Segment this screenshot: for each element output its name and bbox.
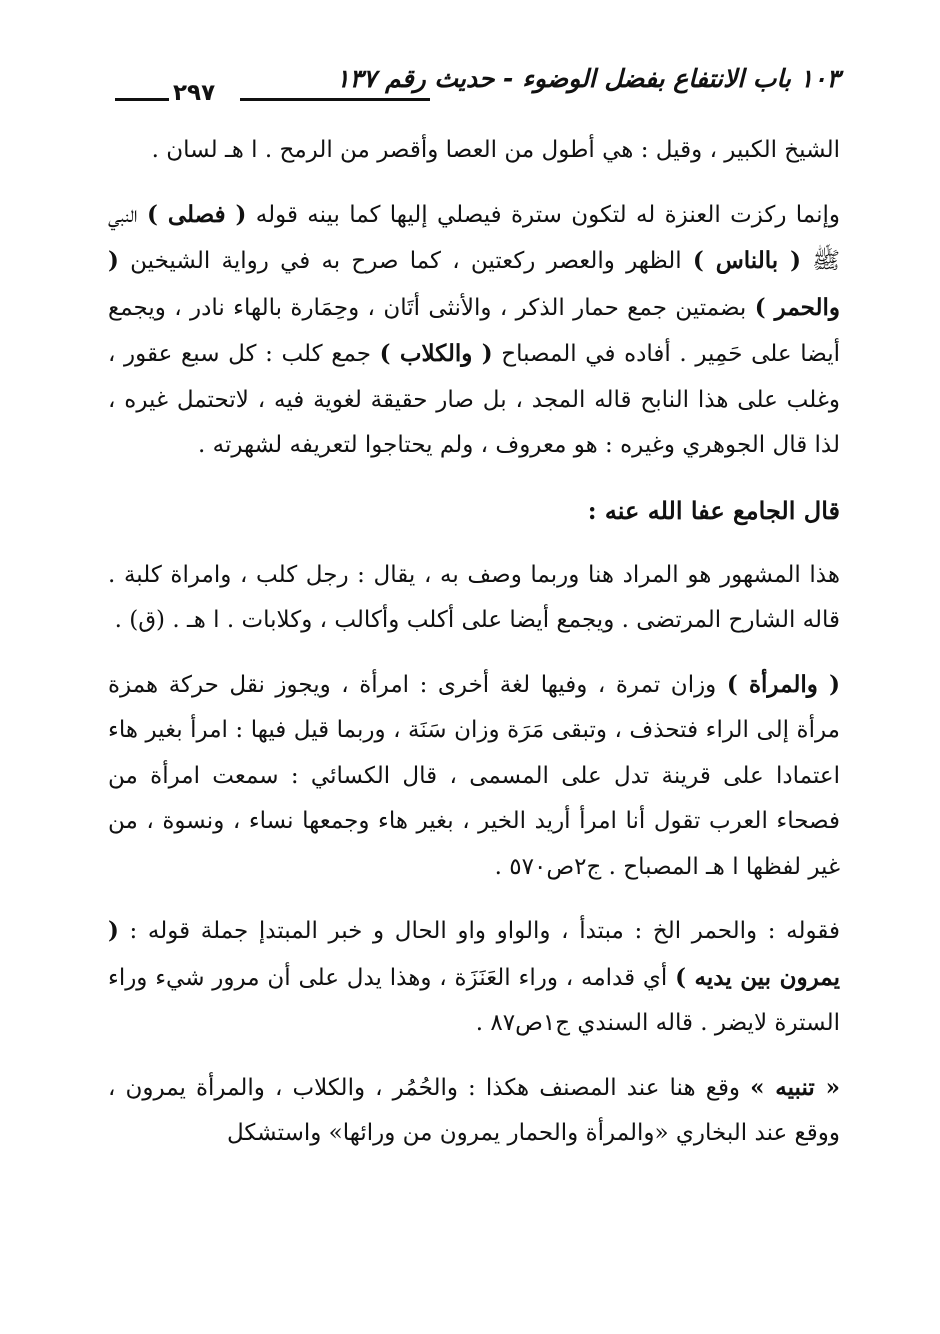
text-run: بضمتين جمع حمار الذكر ، والأنثى أتَان ، وحِمَارة بالهاء نادر ، ويجمع أيضا على حَمِير . أفاده في المصباح xyxy=(108,294,840,367)
text-run: وزان تمرة ، وفيها لغة أخرى : امرأة ، ويجوز نقل حركة همزة مرأة إلى الراء فتحذف ، وتبقى مَرَة وزان سَنَة ، وربما قيل فيها : امرأ بغير هاء اعتمادا على قرينة تدل على المسمى ، قال الكسائي : سمعت امرأة من فصحاء العرب تقول أنا امرأ أريد الخير ، بغير هاء وجمعها نساء ، ونسوة ، من غير لفظها ا هـ المصباح . ج٢ص٥٧٠ . xyxy=(108,671,840,880)
header-rule xyxy=(240,98,430,101)
keyword-term: ( والمرأة ) xyxy=(726,670,840,698)
page-number: ٢٩٧ xyxy=(173,80,216,106)
header-rule xyxy=(115,98,169,101)
paragraph-2 xyxy=(108,192,840,469)
keyword-term: « تنبيه » xyxy=(750,1073,840,1101)
text-run: جمع كلب : كل سبع عقور ، وغلب على هذا النابح قاله المجد ، بل صار حقيقة لغوية فيه ، لاتحتمل غيره ، لذا قال الجوهري وغيره : هو معروف ، ولم يحتاجوا لتعريفه لشهرته . xyxy=(108,341,840,458)
text-run: الظهر والعصر ركعتين ، كما صرح به في رواية الشيخين xyxy=(118,248,693,274)
paragraph-6 xyxy=(108,1065,840,1157)
paragraph-1: الشيخ الكبير ، وقيل : هي أطول من العصا وأقصر من الرمح . ا هـ لسان . xyxy=(151,137,840,163)
keyword-term: ( والحمر ) xyxy=(108,247,840,321)
keyword-term: ( والكلاب ) xyxy=(379,340,493,367)
text-run: أي قدامه ، وراء العَنَزَة ، وهذا يدل على أن مرور شيء وراء السترة لايضر . قاله السندي ج١ص٨٧ . xyxy=(108,964,840,1036)
keyword-term: ( يمرون بين يديه ) xyxy=(108,917,840,991)
body-text xyxy=(108,128,840,1157)
text-run: وقع هنا عند المصنف هكذا : والحُمُر ، والكلاب ، والمرأة يمرون ، ووقع عند البخاري «والمرأة والحمار يمرون من ورائها» واستشكل xyxy=(108,1074,840,1146)
paragraph-3: هذا المشهور هو المراد هنا وربما وصف به ، يقال : رجل كلب ، وامراة كلبة . قاله الشارح المرتضى . ويجمع أيضا على أكلب وأكالب ، وكلابات . ا هـ . (ق) . xyxy=(108,561,840,633)
page-header xyxy=(115,58,840,106)
paragraph-4 xyxy=(108,662,840,891)
keyword-term: ( فصلى ) xyxy=(146,200,247,228)
section-heading: قال الجامع عفا الله عنه : xyxy=(587,495,840,525)
keyword-term: ( بالناس ) xyxy=(692,247,801,274)
text-run: وإنما ركزت العنزة له لتكون سترة فيصلي إليها كما بينه قوله xyxy=(246,201,840,228)
text-run: النبي ﷺ xyxy=(108,201,840,274)
paragraph-5 xyxy=(108,908,840,1047)
chapter-title: ١٠٣ باب الانتفاع بفضل الوضوء - حديث رقم ١٣٧ xyxy=(336,64,840,93)
text-run: فقوله : والحمر الخ : مبتدأ ، والواو واو الحال و خبر المبتدإ جملة قوله : xyxy=(118,918,840,944)
